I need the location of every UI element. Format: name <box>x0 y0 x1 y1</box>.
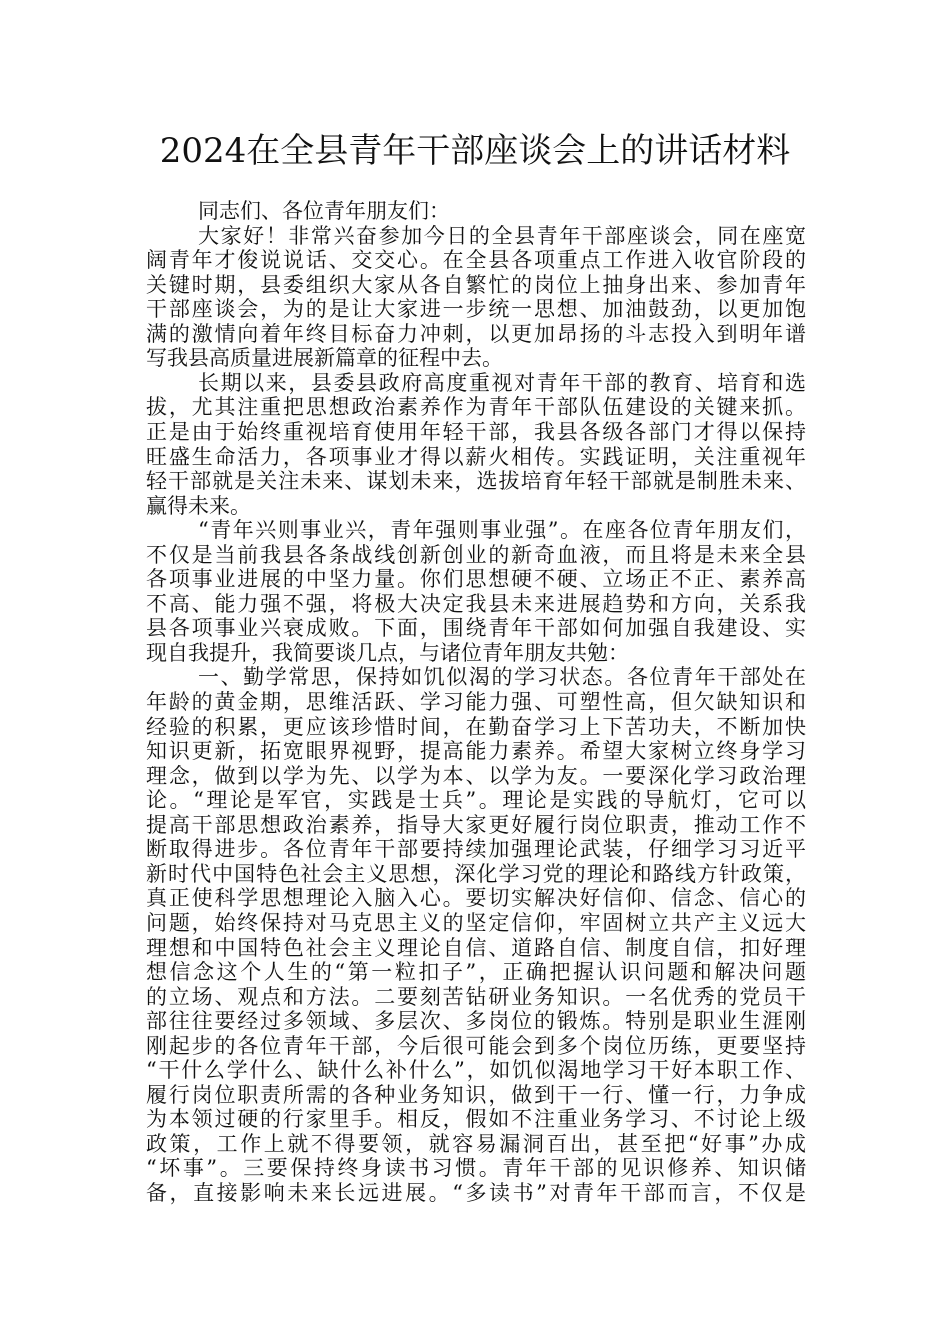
paragraph-first-line: 同志们、各位青年朋友们： <box>198 199 450 223</box>
paragraph-line: 理想和中国特色社会主义理论自信、道路自信、制度自信，扣好理 <box>146 935 806 960</box>
paragraph-line: 关键时期，县委组织大家从各自繁忙的岗位上抽身出来、参加青年 <box>146 272 806 297</box>
paragraph-line: 问题，始终保持对马克思主义的坚定信仰，牢固树立共产主义远大 <box>146 910 806 935</box>
paragraph-line: “坏事”。三要保持终身读书习惯。青年干部的见识修养、知识储 <box>146 1156 806 1181</box>
paragraph-line: 论。“理论是军官，实践是士兵”。理论是实践的导航灯，它可以 <box>146 788 806 813</box>
paragraph-line: “干什么学什么、缺什么补什么”，如饥似渴地学习干好本职工作、 <box>146 1058 806 1083</box>
paragraph-line: 理念，做到以学为先、以学为本、以学为友。一要深化学习政治理 <box>146 763 806 788</box>
paragraph-first-line: 大家好！非常兴奋参加今日的全县青年干部座谈会，同在座宽 <box>198 223 806 248</box>
paragraph-line: 想信念这个人生的“第一粒扣子”，正确把握认识问题和解决问题 <box>146 960 806 985</box>
paragraph-line: 新时代中国特色社会主义思想，深化学习党的理论和路线方针政策， <box>146 861 806 886</box>
paragraph-line: 赢得未来。 <box>146 493 251 518</box>
paragraph-line: 履行岗位职责所需的各种业务知识，做到干一行、懂一行，力争成 <box>146 1082 806 1107</box>
paragraph-line: 部往往要经过多领域、多层次、多岗位的锻炼。特别是职业生涯刚 <box>146 1009 806 1034</box>
paragraph-line: 备，直接影响未来长远进展。“多读书”对青年干部而言，不仅是 <box>146 1181 806 1205</box>
paragraph-line: 轻干部就是关注未来、谋划未来，选拔培育年轻干部就是制胜未来、 <box>146 469 806 494</box>
paragraph-line: 阔青年才俊说说话、交交心。在全县各项重点工作进入收官阶段的 <box>146 248 806 273</box>
paragraph-line: 年龄的黄金期，思维活跃、学习能力强、可塑性高，但欠缺知识和 <box>146 690 806 714</box>
paragraph-line: 为本领过硬的行家里手。相反，假如不注重业务学习、不讨论上级 <box>146 1107 806 1132</box>
paragraph-line: 知识更新，拓宽眼界视野，提高能力素养。希望大家树立终身学习 <box>146 739 806 764</box>
paragraph-line: 各项事业进展的中坚力量。你们思想硬不硬、立场正不正、素养高 <box>146 567 806 592</box>
paragraph-line: 提高干部思想政治素养，指导大家更好履行岗位职责，推动工作不 <box>146 812 806 837</box>
paragraph-line: 刚起步的各位青年干部，今后很可能会到多个岗位历练，更要坚持 <box>146 1033 806 1058</box>
paragraph-line: 满的激情向着年终目标奋力冲刺，以更加昂扬的斗志投入到明年谱 <box>146 321 806 346</box>
paragraph-line: 旺盛生命活力，各项事业才得以薪火相传。实践证明，关注重视年 <box>146 444 806 469</box>
paragraph-line: 写我县高质量进展新篇章的征程中去。 <box>146 346 503 371</box>
paragraph-line: 不高、能力强不强，将极大决定我县未来进展趋势和方向，关系我 <box>146 591 806 616</box>
document-title: 2024在全县青年干部座谈会上的讲话材料 <box>159 131 791 171</box>
paragraph-line: 拔，尤其注重把思想政治素养作为青年干部队伍建设的关键来抓。 <box>146 395 806 420</box>
paragraph-first-line: “青年兴则事业兴，青年强则事业强”。在座各位青年朋友们， <box>198 518 806 543</box>
paragraph-first-line: 长期以来，县委县政府高度重视对青年干部的教育、培育和选 <box>198 370 806 395</box>
paragraph-line: 真正使科学思想理论入脑入心。要切实解决好信仰、信念、信心的 <box>146 886 806 911</box>
paragraph-line: 的立场、观点和方法。二要刻苦钻研业务知识。一名优秀的党员干 <box>146 984 806 1009</box>
paragraph-line: 现自我提升，我简要谈几点，与诸位青年朋友共勉： <box>146 640 629 665</box>
paragraph-line: 政策，工作上就不得要领，就容易漏洞百出，甚至把“好事”办成 <box>146 1131 806 1156</box>
paragraph-line: 经验的积累，更应该珍惜时间，在勤奋学习上下苦功夫，不断加快 <box>146 714 806 739</box>
paragraph-line: 不仅是当前我县各条战线创新创业的新奇血液，而且将是未来全县 <box>146 542 806 567</box>
paragraph-first-line: 一、勤学常思，保持如饥似渴的学习状态。各位青年干部处在 <box>198 665 806 690</box>
paragraph-line: 正是由于始终重视培育使用年轻干部，我县各级各部门才得以保持 <box>146 419 806 444</box>
paragraph-line: 县各项事业兴衰成败。下面，围绕青年干部如何加强自我建设、实 <box>146 616 806 641</box>
paragraph-line: 干部座谈会，为的是让大家进一步统一思想、加油鼓劲，以更加饱 <box>146 297 806 322</box>
paragraph-line: 断取得进步。各位青年干部要持续加强理论武装，仔细学习习近平 <box>146 837 806 862</box>
